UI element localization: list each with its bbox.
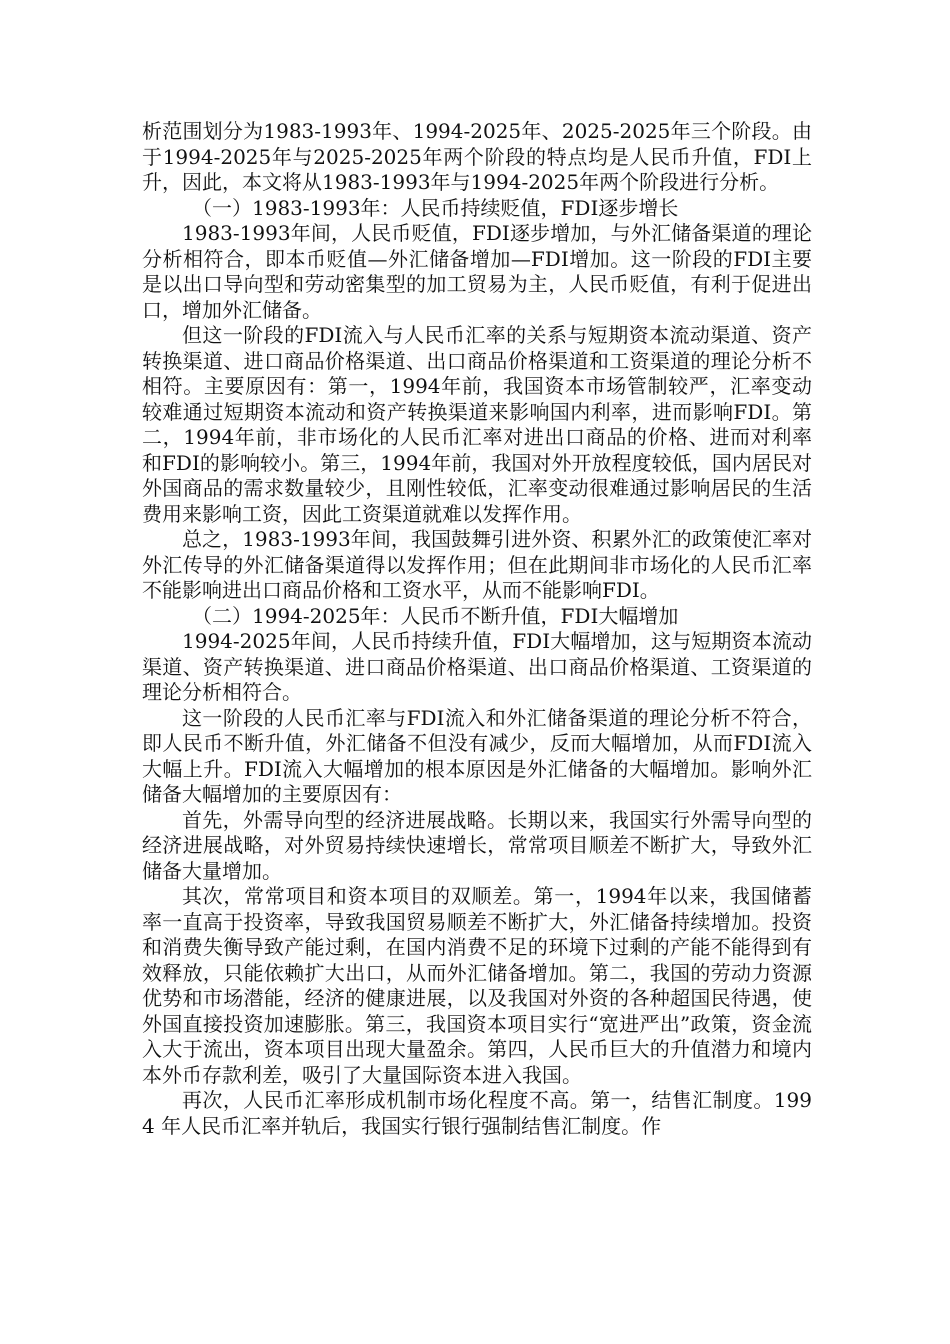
paragraph: 再次，人民币汇率形成机制市场化程度不高。第一，结售汇制度。1994 年人民币汇率并轨后，我国实行银行强制结售汇制度。作 [142, 1088, 812, 1138]
paragraph: 其次，常常项目和资本项目的双顺差。第一，1994年以来，我国储蓄率一直高于投资率，导致我国贸易顺差不断扩大，外汇储备持续增加。投资和消费失衡导致产能过剩，在国内消费不足的环境下过剩的产能不能得到有效释放，只能依赖扩大出口，从而外汇储备增加。第二，我国的劳动力资源优势和市场潜能，经济的健康进展，以及我国对外资的各种超国民待遇，使外国直接投资加速膨胀。第三，我国资本项目实行“宽进严出”政策，资金流入大于流出，资本项目出现大量盈余。第四，人民币巨大的升值潜力和境内本外币存款利差，吸引了大量国际资本进入我国。 [142, 884, 812, 1087]
paragraph-continuation: 析范围划分为1983-1993年、1994-2025年、2025-2025年三个阶段。由于1994-2025年与2025-2025年两个阶段的特点均是人民币升值，FDI上升，因此，本文将从1983-1993年与1994-2025年两个阶段进行分析。 [142, 119, 812, 194]
paragraph: 1983-1993年间，人民币贬值，FDI逐步增加，与外汇储备渠道的理论分析相符合，即本币贬值—外汇储备增加—FDI增加。这一阶段的FDI主要是以出口导向型和劳动密集型的加工贸易为主，人民币贬值，有利于促进出口，增加外汇储备。 [142, 221, 812, 322]
section-heading-2: （二）1994-2025年：人民币不断升值，FDI大幅增加 [192, 603, 679, 628]
paragraph: 1994-2025年间，人民币持续升值，FDI大幅增加，这与短期资本流动渠道、资产转换渠道、进口商品价格渠道、出口商品价格渠道、工资渠道的理论分析相符合。 [142, 629, 812, 704]
paragraph: 但这一阶段的FDI流入与人民币汇率的关系与短期资本流动渠道、资产转换渠道、进口商品价格渠道、出口商品价格渠道和工资渠道的理论分析不相符。主要原因有：第一，1994年前，我国资本市场管制较严，汇率变动较难通过短期资本流动和资产转换渠道来影响国内利率，进而影响FDI。第二，1994年前，非市场化的人民币汇率对进出口商品的价格、进而对利率和FDI的影响较小。第三，1994年前，我国对外开放程度较低，国内居民对外国商品的需求数量较少，且刚性较低，汇率变动很难通过影响居民的生活费用来影响工资，因此工资渠道就难以发挥作用。 [142, 323, 812, 526]
paragraph: 首先，外需导向型的经济进展战略。长期以来，我国实行外需导向型的经济进展战略，对外贸易持续快速增长，常常项目顺差不断扩大，导致外汇储备大量增加。 [142, 807, 812, 883]
section-heading-1: （一）1983-1993年：人民币持续贬值，FDI逐步增长 [192, 195, 679, 220]
paragraph: 总之，1983-1993年间，我国鼓舞引进外资、积累外汇的政策使汇率对外汇传导的外汇储备渠道得以发挥作用；但在此期间非市场化的人民币汇率不能影响进出口商品价格和工资水平，从而不能影响FDI。 [142, 527, 812, 602]
document-body [142, 119, 812, 1139]
paragraph: 这一阶段的人民币汇率与FDI流入和外汇储备渠道的理论分析不符合，即人民币不断升值，外汇储备不但没有减少，反而大幅增加，从而FDI流入大幅上升。FDI流入大幅增加的根本原因是外汇储备的大幅增加。影响外汇储备大幅增加的主要原因有： [142, 705, 812, 806]
